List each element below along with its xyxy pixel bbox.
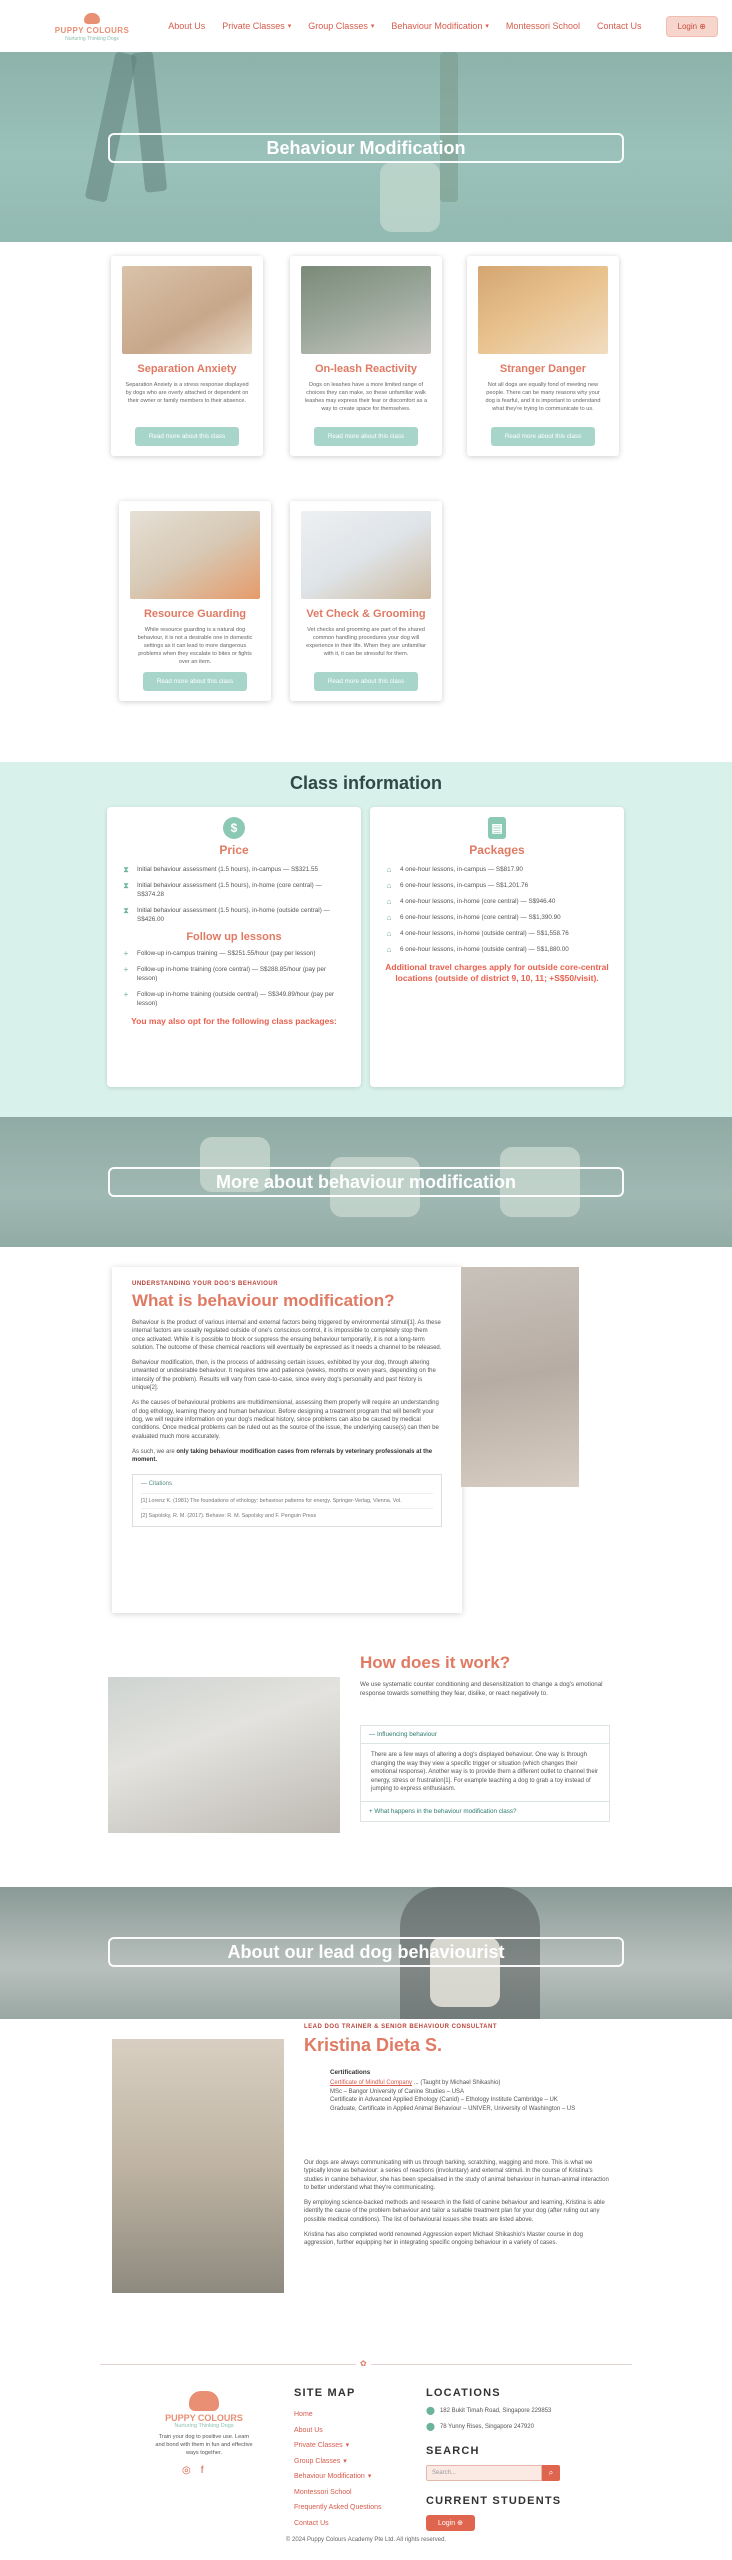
plus-icon: + <box>123 949 129 958</box>
packages-note: You may also opt for the following class packages: <box>131 1016 337 1026</box>
site-header <box>0 0 732 52</box>
section-eyebrow: UNDERSTANDING YOUR DOG'S BEHAVIOUR <box>132 1281 279 1287</box>
what-is-card <box>112 1267 462 1613</box>
footer-link-label: Behaviour Modification <box>294 2473 365 2480</box>
hero-banner <box>0 52 732 242</box>
paragraph: By employing science-backed methods and research in the field of canine behaviour and learning, Kristina is able identify the cause of the problem behaviour and tailor a suitable treatment plan for your dog (after ruling out any possible medical conditions). The list of behavioural issues she treats are listed above. <box>304 2200 605 2223</box>
nav-item-about-us[interactable] <box>168 21 205 31</box>
list-row <box>384 865 610 874</box>
nav-item-behaviour-modification[interactable] <box>391 21 489 31</box>
main-nav <box>168 21 641 31</box>
nav-item-label: Group Classes <box>308 21 368 31</box>
service-image <box>301 511 431 599</box>
accordion-body: There are a few ways of altering a dog's displayed behaviour. One way is through changing the way they view a specific trigger or situation (which changes their emotional response). Another way is to provide them a different outlet to channel their energy, stress or frustration[1]. For example teaching a dog to grab a toy instead of jumping to express enthusiasm. <box>371 1752 599 1792</box>
plus-icon: + <box>123 965 129 974</box>
page-title: Behaviour Modification <box>266 137 466 158</box>
nav-item-contact-us[interactable] <box>597 21 642 31</box>
hourglass-icon: ⧗ <box>123 865 129 874</box>
dog-logo-icon <box>189 2391 219 2411</box>
row-text: Initial behaviour assessment (1.5 hours), in-campus — S$321.55 <box>137 866 318 873</box>
search-input[interactable]: Search... <box>426 2465 542 2481</box>
follow-up-heading: Follow up lessons <box>186 931 282 943</box>
chevron-down-icon: ▾ <box>367 2473 372 2480</box>
read-more-button[interactable]: Read more about this class <box>491 427 595 446</box>
accordion-header[interactable]: + What happens in the behaviour modification class? <box>361 1801 609 1821</box>
nav-item-label: Private Classes <box>222 21 285 31</box>
footer-link-label: Contact Us <box>294 2519 329 2527</box>
service-description: Vet checks and grooming are part of the shared common handling procedures your dog will experience in their life. When they are unfamiliar with it, it can be stressful for them. <box>306 627 426 657</box>
woman-walking-dog-image <box>461 1267 579 1487</box>
paw-icon: ✿ <box>356 2359 371 2368</box>
service-description: Dogs on leashes have a more limited range of choices they can make, so these unfamiliar walk leashes may express their fear or discomfort as a way to create space for themselves. <box>304 382 428 412</box>
chevron-down-icon: ▾ <box>343 2457 347 2465</box>
footer-link-behaviour-modification[interactable] <box>294 2469 382 2485</box>
service-title: Vet Check & Grooming <box>306 608 426 620</box>
current-students-heading: CURRENT STUDENTS <box>426 2495 562 2507</box>
site-footer <box>100 2359 632 2560</box>
what-is-section <box>0 1247 732 1647</box>
certifications-heading: Certifications <box>330 2069 371 2076</box>
footer-link-label: Private Classes <box>294 2442 343 2449</box>
list-row <box>384 913 610 922</box>
paragraph-text: As such, we are <box>132 1448 177 1455</box>
trainer-section <box>0 2019 732 2364</box>
certifications-list <box>330 2079 580 2113</box>
list-row <box>384 929 610 938</box>
list-row <box>121 906 347 924</box>
certification-text: MSc – Bangor University of Canine Studies – USA <box>330 2088 465 2095</box>
more-about-banner <box>0 1117 732 1247</box>
house-icon: ⌂ <box>386 897 392 906</box>
logo-tagline: Nurturing Thinking Dogs <box>174 2423 234 2429</box>
location <box>426 2407 586 2415</box>
service-title: Stranger Danger <box>499 363 587 375</box>
search-form <box>426 2465 586 2481</box>
instagram-icon[interactable]: ◎ <box>182 2465 191 2476</box>
footer-link-label: About Us <box>294 2426 323 2434</box>
footer-logo[interactable] <box>164 2391 244 2429</box>
banner-title-box <box>108 1167 624 1197</box>
packages-heading: Packages <box>469 843 525 857</box>
service-card-vet-check-grooming <box>290 501 442 701</box>
certification <box>330 2105 580 2114</box>
service-image <box>130 511 260 599</box>
service-description: Not all dogs are equally fond of meeting new people. There can be many reasons why your dog is fearful, and it is important to understand what they're trying to communicate to us. <box>485 382 601 412</box>
row-text: 6 one-hour lessons, in-home (outside central) — S$1,880.00 <box>400 946 569 953</box>
certification-text: ... (Taught by Michael Shikashio) <box>412 2080 501 2086</box>
dog-logo-icon <box>81 11 103 25</box>
location <box>426 2423 586 2431</box>
read-more-button[interactable]: Read more about this class <box>143 672 247 691</box>
section-title: How does it work? <box>360 1653 511 1672</box>
footer-link-group-classes[interactable] <box>294 2454 382 2470</box>
facebook-icon[interactable]: f <box>200 2465 204 2476</box>
list-row <box>121 949 347 958</box>
search-heading: SEARCH <box>426 2445 480 2457</box>
section-title: Class information <box>289 773 443 793</box>
travel-charges-note: Additional travel charges apply for outside core-central locations (outside of district 9, 10, 11; +S$50/visit). <box>385 962 609 983</box>
logo-name: PUPPY COLOURS <box>165 2413 243 2423</box>
list-row <box>121 965 347 983</box>
chevron-down-icon: ▾ <box>287 23 292 30</box>
sitemap-links <box>294 2407 382 2531</box>
citation: [2] Sapolsky, R. M. (2017). Behave: R. M. Sapolsky and F. Penguin Press <box>141 1508 433 1520</box>
accordion-header[interactable]: — Influencing behaviour <box>361 1726 609 1744</box>
hourglass-icon: ⧗ <box>123 881 129 890</box>
service-description: Separation Anxiety is a stress response displayed by dogs who are overly attached or dependent on their owner or family members to their absence. <box>125 382 249 404</box>
price-heading: Price <box>219 843 249 857</box>
footer-link-label: Group Classes <box>294 2457 341 2465</box>
footer-link-contact-us[interactable] <box>294 2516 382 2532</box>
about-behaviourist-banner <box>0 1887 732 2019</box>
chevron-down-icon: ▾ <box>485 23 489 30</box>
footer-link-home[interactable] <box>294 2407 382 2423</box>
house-icon: ⌂ <box>386 913 392 922</box>
money-icon: $ <box>223 817 245 839</box>
banner-title: More about behaviour modification <box>215 1171 516 1192</box>
service-image <box>122 266 252 354</box>
paragraph <box>132 1448 442 1465</box>
row-text: 6 one-hour lessons, in-home (core central) — S$1,390.90 <box>400 914 561 921</box>
house-icon: ⌂ <box>386 929 392 938</box>
footer-link-label: Home <box>294 2411 313 2418</box>
footer-link-montessori-school[interactable] <box>294 2485 382 2501</box>
banner-title: About our lead dog behaviourist <box>227 1941 505 1962</box>
nav-item-group-classes[interactable] <box>308 21 374 31</box>
citations-box <box>132 1474 442 1527</box>
footer-link-about-us[interactable] <box>294 2423 382 2439</box>
search-icon[interactable]: ⌕ <box>542 2465 560 2481</box>
read-more-button[interactable]: Read more about this class <box>314 672 418 691</box>
trainer-name: Kristina Dieta S. <box>304 2035 443 2055</box>
citation: [1] Lorenz K. (1981) The foundations of ethology: behaviour patterns for energy. Springer-Verlag, Vienna. Vol. <box>141 1493 433 1505</box>
locations-heading: LOCATIONS <box>426 2387 501 2399</box>
plus-icon: + <box>123 990 129 999</box>
row-text: 4 one-hour lessons, in-home (core central) — S$946.40 <box>400 898 556 905</box>
paragraph: Our dogs are always communicating with us through barking, scratching, wagging and more. This is what we typically know as behaviour: a series of reactions (involuntary) and external stimuli. In the course of Kristina's studies in canine behaviour, she has been specialised in the study of animal behaviour in human-animal interaction to better understand what they're communicating. <box>304 2160 609 2191</box>
service-card-stranger-danger <box>467 256 619 456</box>
read-more-button[interactable]: Read more about this class <box>135 427 239 446</box>
certification-text: Graduate, Certificate in Applied Animal Behaviour – UNIVER, University of Washington – US <box>330 2105 576 2112</box>
sitemap-heading: SITE MAP <box>294 2387 356 2399</box>
chevron-down-icon: ▾ <box>370 23 375 30</box>
section-eyebrow: LEAD DOG TRAINER & SENIOR BEHAVIOUR CONSULTANT <box>304 2024 498 2030</box>
paragraph: Behaviour modification, then, is the process of addressing certain issues, exhibited by your dog, through altering unwanted or undesirable behaviour. It requires time and patience (weeks, months or even years, depending on the intensity of the problem). Results will vary from case-to-case, since every dog's personality and past history is unique[2]. <box>132 1360 436 1392</box>
row-text: Follow-up in-home training (outside central) — S$349.89/hour (pay per lesson) <box>137 991 335 1007</box>
list-row <box>121 865 347 874</box>
logo-name: PUPPY COLOURS <box>54 25 130 35</box>
copyright: © 2024 Puppy Colours Academy Pte Ltd. All rights reserved. <box>285 2537 447 2543</box>
section-text: We use systematic counter conditioning and desensitization to change a dog's emotional response towards something they fear, dislike, or react negatively to. <box>360 1681 603 1697</box>
chevron-down-icon: ▾ <box>345 2442 350 2449</box>
footer-right-column <box>426 2387 586 2531</box>
row-text: Initial behaviour assessment (1.5 hours), in-home (core central) — S$374.28 <box>137 882 322 898</box>
service-description: While resource guarding is a natural dog behaviour, it is not a desirable one in domestic settings as it can lead to more dangerous problems when they escalate to bites or fights over an item. <box>137 627 253 665</box>
row-text: Follow-up in-home training (core central) — S$288.85/hour (pay per lesson) <box>137 966 326 982</box>
section-title: What is behaviour modification? <box>132 1291 395 1310</box>
hero-title-box <box>108 133 624 163</box>
row-text: 6 one-hour lessons, in-campus — S$1,201.76 <box>400 882 529 889</box>
sitemap <box>294 2387 382 2531</box>
packages-card <box>370 807 624 1087</box>
service-title: On-leash Reactivity <box>314 363 418 375</box>
footer-login-button[interactable]: Login ⊕ <box>426 2515 475 2531</box>
map-pin-icon: ⬤ <box>426 2406 435 2415</box>
house-icon: ⌂ <box>386 945 392 954</box>
accordion <box>360 1725 610 1822</box>
price-list <box>121 865 347 924</box>
paragraph-bold: only taking behaviour modification cases from referrals by veterinary professionals at the moment. <box>132 1448 433 1464</box>
certification-link[interactable]: Certificate of Mindful Company <box>330 2080 413 2086</box>
citations-toggle[interactable]: — Citations <box>141 1481 173 1488</box>
service-card-resource-guarding <box>119 501 271 701</box>
social-links <box>182 2465 204 2476</box>
footer-link-frequently-asked-questions[interactable] <box>294 2500 382 2516</box>
nav-item-label: Contact Us <box>596 21 642 31</box>
row-text: Initial behaviour assessment (1.5 hours), in-home (outside central) — S$426.00 <box>137 907 330 923</box>
house-icon: ⌂ <box>386 881 392 890</box>
nav-item-label: About Us <box>168 21 206 31</box>
location-address: 182 Bukit Timah Road, Singapore 229853 <box>439 2408 552 2414</box>
nav-item-private-classes[interactable] <box>222 21 291 31</box>
nav-item-label: Montessori School <box>505 21 580 31</box>
price-card <box>107 807 361 1087</box>
packages-list <box>384 865 610 954</box>
row-text: Follow-up in-campus training — S$251.55/hour (pay per lesson) <box>137 950 316 957</box>
service-card-separation-anxiety <box>111 256 263 456</box>
certification-text: Certificate in Advanced Applied Ethology (Canid) – Ethology Institute Cambridge – UK <box>330 2097 558 2103</box>
certification <box>330 2088 580 2097</box>
package-icon: ▤ <box>488 817 506 839</box>
dogs-training-image <box>108 1677 340 1833</box>
paragraph: Kristina has also completed world renowned Aggression expert Michael Shikashio's Master course in dog aggression, further equipping her in integrating specific ongoing behaviour in a variety of cases. <box>304 2232 583 2247</box>
list-row <box>121 881 347 899</box>
map-pin-icon: ⬤ <box>426 2422 435 2431</box>
footer-tagline: Train your dog to positive use. Learn and bond with them in fun and effective ways together. <box>155 2434 253 2456</box>
row-text: 4 one-hour lessons, in-campus — S$817.90 <box>400 866 523 873</box>
location-address: 78 Yunny Rises, Singapore 247920 <box>439 2424 534 2430</box>
service-image <box>478 266 608 354</box>
service-image <box>301 266 431 354</box>
banner-title-box <box>108 1937 624 1967</box>
house-icon: ⌂ <box>386 865 392 874</box>
nav-item-label: Behaviour Modification <box>391 21 483 31</box>
service-title: Resource Guarding <box>143 608 247 620</box>
list-row <box>384 881 610 890</box>
class-information-section <box>0 762 732 1117</box>
certification <box>330 2079 580 2088</box>
follow-up-list <box>121 949 347 1008</box>
footer-link-label: Montessori School <box>294 2488 352 2496</box>
list-row <box>384 897 610 906</box>
login-button[interactable]: Login ⊕ <box>666 16 719 37</box>
footer-link-private-classes[interactable] <box>294 2438 382 2454</box>
row-text: 4 one-hour lessons, in-home (outside central) — S$1,558.76 <box>400 930 569 937</box>
service-title: Separation Anxiety <box>137 363 237 375</box>
service-cards <box>0 242 732 762</box>
read-more-button[interactable]: Read more about this class <box>314 427 418 446</box>
trainer-photo <box>112 2039 284 2293</box>
trainer-bio <box>304 2159 609 2255</box>
logo-tagline: Nurturing Thinking Dogs <box>65 35 119 42</box>
how-it-works-section <box>0 1647 732 1887</box>
site-logo[interactable] <box>50 11 134 42</box>
list-row <box>121 990 347 1008</box>
hourglass-icon: ⧗ <box>123 906 129 915</box>
service-card-on-leash-reactivity <box>290 256 442 456</box>
paragraph: Behaviour is the product of various internal and external factors being triggered by environmental stimuli[1]. As these internal factors are usually regulated outside of one's conscious control, it is impossible to completely stop them once activated. While it is possible to block or suppress the ensuing behaviour temporarily, it is not a long-term solution. The outcome of these chemical reactions will eventually be expressed as it needs a channel to be released. <box>132 1320 442 1351</box>
certification <box>330 2096 580 2105</box>
nav-item-montessori-school[interactable] <box>506 21 580 31</box>
footer-link-label: Frequently Asked Questions <box>294 2504 382 2511</box>
list-row <box>384 945 610 954</box>
paragraph: As the causes of behavioural problems are multidimensional, assessing them properly will require an understanding of dog ethology, learning theory and human behaviour. Before designing a treatment program that will benefit your dog, we will require information on your dog's medical history, since problems can also be caused by medical conditions. Once medical problems can be ruled out as the source of the issue, the underlying cause(s) can then be evaluated much more accurately. <box>132 1400 439 1440</box>
